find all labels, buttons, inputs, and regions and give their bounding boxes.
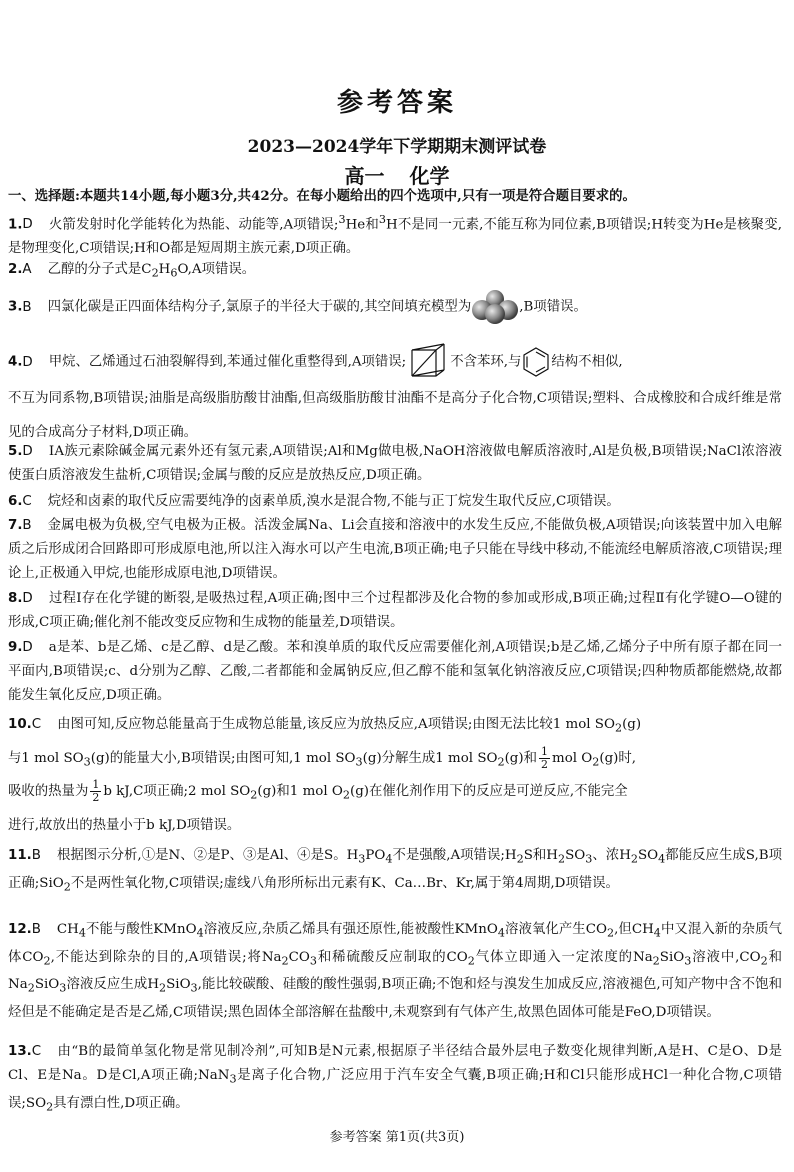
question-9: 9.D a是苯、b是乙烯、c是乙醇、d是乙酸。苯和溴单质的取代反应需要催化剂,A项错误;b是乙烯,乙烯分子中所有原子都在同一平面内,B项错误;c、d分别为乙醇、乙酸,二者都能和金属钠反应,但乙醇不能和氢氧化钠溶液反应,C项错误;四种物质都能燃烧,故都能发生氧化反应,D项正确。 (8, 640, 782, 703)
question-number: 1. (8, 217, 23, 233)
question-12: 12.B $CH_4$不能与酸性KMnO$_4$溶液反应,杂质乙烯具有强还原性,能被酸性KMnO$_4$溶液氧化产生$CO_2$,但$CH_4$中又混入新的杂质气体$CO_2$,不能达到除杂的目的,A项错误;将$Na_2CO_3$和稀硫酸反应制取的$CO_2$气体立即通入一定浓度的$Na_2SiO_3$溶液中$,CO_2$和$Na_2SiO_3$溶液反应生成$H_2SiO_3$,能比较碳酸、硅酸的酸性强弱,B项正确;不饱和烃与溴发生加成反应,溶液褪色,可知产物中含不饱和烃但是不能确定是否是乙烯,C项错误;黑色固体全部溶解在盐酸中,未观察到有气体产生,故黑色固体可能是FeO,D项错误。 (8, 922, 782, 1021)
question-7: 7.B 金属电极为负极,空气电极为正极。活泼金属Na、Li会直接和溶液中的水发生反应,不能做负极,A项错误;向该装置中加入电解质之后形成闭合回路即可形成原电池,所以注入海水可以产生电流,B项正确;电子只能在导线中移动,不能流经电解质溶液,C项错误;理论上,正极通入甲烷,也能形成原电池,D项错误。 (8, 518, 782, 581)
question-number: 10. (8, 717, 32, 732)
answer-letter: B (31, 848, 41, 863)
answer-letter: C (31, 1044, 42, 1059)
question-number: 6. (8, 494, 23, 509)
benzene-ring-icon (521, 346, 551, 378)
question-number: 5. (8, 444, 23, 459)
answer-letter: B (22, 299, 32, 315)
question-number: 13. (8, 1044, 32, 1059)
question-4: 4.D 甲烷、乙烯通过石油裂解得到,苯通过催化重整得到,A项错误; 不含苯环,与 结构不相似, 不互为同系物,B项错误;油脂是高级脂肪酸甘油酯,但高级脂肪酸甘油酯不是高分子化合物,C项错误;塑料、合成橡胶和合成纤维是常见的合成高分子材料,D项正确。 (8, 342, 782, 450)
question-10: 10.C 由图可知,反应物总能量高于生成物总能量,该反应为放热反应,A项错误;由图无法比较1 mol $SO_2(g)$ 与1 mol $SO_3(g)$的能量大小,B项错误;由图可知,1 mol $SO_3(g)$分解生成1 mol $SO_2(g)$和 $\frac{1}{2}$ mol $O_2(g)$时, 吸收的热量为 $\frac{1}{2}$ b kJ,C项正确;2 mol $SO_2(g)$和1 mol $O_2(g)$在催化剂作用下的反应是可逆反应,不能完全 进行,故放出的热量小于b kJ,D项错误。 (8, 717, 642, 834)
answer-letter: D (22, 354, 33, 370)
question-number: 3. (8, 299, 23, 315)
question-number: 12. (8, 922, 32, 937)
answer-letter: D (22, 444, 33, 459)
question-6: 6.C 烷烃和卤素的取代反应需要纯净的卤素单质,溴水是混合物,不能与正丁烷发生取代反应,C项错误。 (8, 494, 620, 509)
question-13: 13.C 由“B的最简单氢化物是常见制冷剂”,可知B是N元素,根据原子半径结合最外层电子数变化规律判断,A是H、C是O、D是Cl、E是Na。D是Cl,A项正确;NaN$_3$是离子化合物,广泛应用于汽车安全气囊,B项正确;H和Cl只能形成HCl一种化合物,C项错误$;SO_2$具有漂白性,D项正确。 (8, 1044, 782, 1114)
question-number: 2. (8, 262, 23, 277)
prismane-structure-icon (406, 342, 450, 382)
question-number: 11. (8, 848, 32, 863)
question-number: 8. (8, 591, 23, 606)
question-2: 2.A 乙醇的分子式是$C_2H_6O,A$项错误。 (8, 262, 256, 280)
question-11: 11.B 根据图示分析,①是N、②是P、③是Al、④是S。$H_3PO_4$不是强酸,A项错误$;H_2S$和$H_2SO_3$、浓$H_2SO_4$都能反应生成S,B项正确;SiO$_2$不是两性氧化物,C项错误;虚线八角形所标出元素有K、Ca…Br、Kr,属于第4周期,D项错误。 (8, 848, 782, 894)
answer-letter: D (22, 591, 33, 606)
answer-letter: D (22, 217, 33, 233)
question-number: 4. (8, 354, 23, 370)
answer-letter: A (22, 262, 32, 277)
grade-subject: 高一 化学 (344, 164, 450, 188)
question-number: 9. (8, 640, 23, 655)
answer-letter: B (22, 518, 32, 533)
exam-subtitle: 2023—2024学年下学期期末测评试卷 (247, 137, 547, 157)
page-title: 参考答案 (336, 88, 457, 118)
answer-letter: D (22, 640, 33, 655)
section-heading: 一、选择题:本题共14小题,每小题3分,共42分。在每小题给出的四个选项中,只有一项是符合题目要求的。 (8, 188, 636, 204)
question-8: 8.D 过程Ⅰ存在化学键的断裂,是吸热过程,A项正确;图中三个过程都涉及化合物的参加或形成,B项正确;过程Ⅱ有化学键O—O键的形成,C项正确;催化剂不能改变反应物和生成物的能量差,D项错误。 (8, 591, 782, 630)
question-number: 7. (8, 518, 23, 533)
fraction-one-half: $\frac{1}{2}$ (541, 744, 548, 771)
question-3: 3.B 四氯化碳是正四面体结构分子,氯原子的半径大于碳的,其空间填充模型为 ,B项错误。 (8, 290, 782, 325)
question-5: 5.D ⅠA族元素除碱金属元素外还有氢元素,A项错误;Al和Mg做电极,NaOH溶液做电解质溶液时,Al是负极,B项错误;NaCl浓溶液使蛋白质溶液发生盐析,C项错误;金属与酸的反应是放热反应,D项正确。 (8, 444, 782, 483)
page-footer: 参考答案 第1页(共3页) (329, 1130, 465, 1145)
answer-letter: B (31, 922, 41, 937)
answer-letter: C (31, 717, 42, 732)
fraction-one-half: $\frac{1}{2}$ (92, 778, 100, 805)
answer-letter: C (22, 494, 32, 509)
ccl4-space-filling-model-icon (471, 290, 519, 324)
question-1: 1.D 火箭发射时化学能转化为热能、动能等,A项错误;$^3$He和$^3$H不是同一元素,不能互称为同位素,B项错误;H转变为He是核聚变,是物理变化,C项错误;H和O都是短周期主族元素,D项正确。 (8, 213, 783, 257)
